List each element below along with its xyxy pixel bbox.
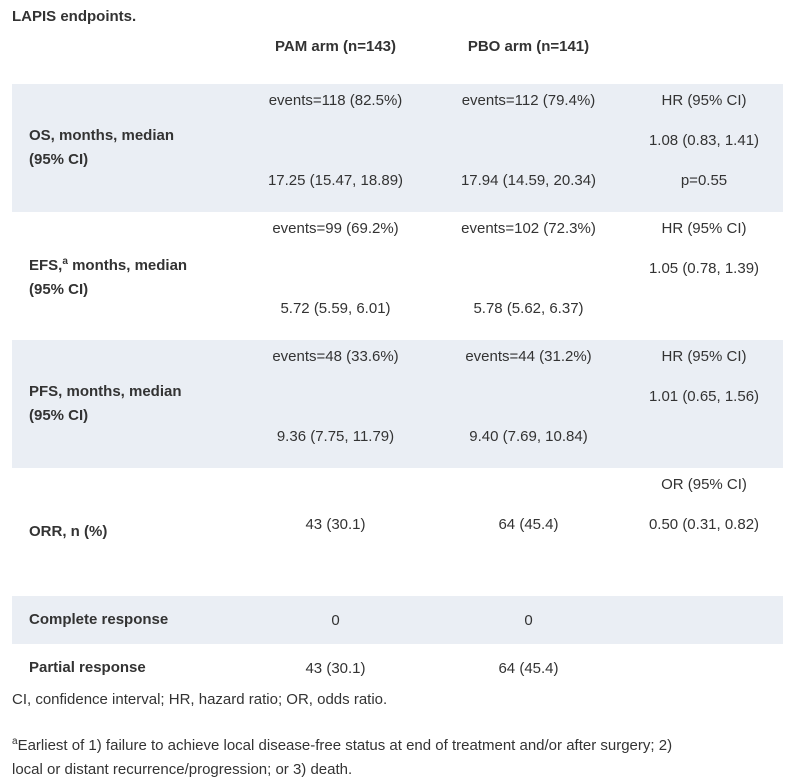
os-pbo-events: events=112 (79.4%) bbox=[461, 92, 596, 109]
table-row-orr bbox=[12, 468, 783, 596]
efs-pam-events: events=99 (69.2%) bbox=[272, 220, 399, 237]
row-label-orr: ORR, n (%) bbox=[29, 523, 108, 540]
header-pam-arm: PAM arm (n=143) bbox=[274, 38, 396, 55]
partial-stat-empty bbox=[625, 644, 783, 692]
os-pbo-cell bbox=[432, 84, 625, 212]
efs-stat-cell bbox=[625, 212, 783, 340]
pfs-label-line1: PFS, months, median bbox=[29, 383, 182, 400]
row-label-os bbox=[12, 84, 239, 212]
orr-pam-cell bbox=[239, 468, 432, 596]
pfs-pbo-median: 9.40 (7.69, 10.84) bbox=[469, 428, 588, 445]
footnote-efs-line1: Earliest of 1) failure to achieve local disease-free status at end of treatment and/or after surgery; 2) bbox=[17, 737, 673, 754]
orr-pbo: 64 (45.4) bbox=[498, 516, 559, 533]
complete-pam: 0 bbox=[239, 596, 432, 644]
table-row-os bbox=[12, 84, 783, 212]
footnote-efs-sup: a bbox=[12, 736, 18, 747]
efs-label-post: months, median bbox=[67, 257, 188, 274]
os-label-line1: OS, months, median bbox=[29, 127, 175, 144]
os-p-value: p=0.55 bbox=[680, 172, 728, 189]
row-label-partial-response: Partial response bbox=[29, 659, 146, 676]
table-row-pfs bbox=[12, 340, 783, 468]
pfs-pam-cell bbox=[239, 340, 432, 468]
pfs-stat-cell bbox=[625, 340, 783, 468]
orr-stat-cell bbox=[625, 468, 783, 596]
header-empty bbox=[12, 32, 239, 84]
pfs-stat-label: HR (95% CI) bbox=[661, 348, 747, 365]
endpoints-table bbox=[12, 32, 783, 692]
footnote-abbreviations: CI, confidence interval; HR, hazard ratio; OR, odds ratio. bbox=[12, 691, 388, 708]
row-label-pfs bbox=[12, 340, 239, 468]
header-row bbox=[12, 32, 783, 84]
pfs-pam-events: events=48 (33.6%) bbox=[272, 348, 399, 365]
efs-stat-label: HR (95% CI) bbox=[661, 220, 747, 237]
pfs-pbo-cell bbox=[432, 340, 625, 468]
efs-pam-cell bbox=[239, 212, 432, 340]
partial-pam: 43 (30.1) bbox=[305, 659, 366, 677]
os-stat-cell bbox=[625, 84, 783, 212]
efs-pbo-median: 5.78 (5.62, 6.37) bbox=[473, 300, 584, 317]
orr-pam: 43 (30.1) bbox=[305, 516, 366, 533]
pfs-label-line2: (95% CI) bbox=[29, 407, 89, 424]
efs-stat-value: 1.05 (0.78, 1.39) bbox=[648, 260, 760, 277]
efs-pam-median: 5.72 (5.59, 6.01) bbox=[280, 300, 391, 317]
footnote-efs bbox=[12, 730, 672, 780]
header-pbo-arm: PBO arm (n=141) bbox=[467, 38, 590, 55]
efs-pbo-events: events=102 (72.3%) bbox=[461, 220, 596, 237]
os-label-line2: (95% CI) bbox=[29, 151, 89, 168]
orr-stat-label: OR (95% CI) bbox=[661, 476, 747, 493]
pfs-pbo-events: events=44 (31.2%) bbox=[465, 348, 592, 365]
orr-pbo-cell bbox=[432, 468, 625, 596]
pfs-pam-median: 9.36 (7.75, 11.79) bbox=[276, 428, 395, 445]
header-stat bbox=[625, 32, 783, 84]
os-stat-value: 1.08 (0.83, 1.41) bbox=[648, 132, 760, 149]
os-stat-label: HR (95% CI) bbox=[661, 92, 747, 109]
table-row-partial-response bbox=[12, 644, 783, 692]
os-pam-median: 17.25 (15.47, 18.89) bbox=[267, 172, 404, 189]
os-pbo-median: 17.94 (14.59, 20.34) bbox=[460, 172, 597, 189]
os-pam-events: events=118 (82.5%) bbox=[268, 92, 403, 109]
complete-stat-empty bbox=[625, 596, 783, 644]
os-pam-cell bbox=[239, 84, 432, 212]
complete-pbo: 0 bbox=[432, 596, 625, 644]
row-label-efs bbox=[12, 212, 239, 340]
row-label-complete-response: Complete response bbox=[12, 596, 239, 644]
orr-stat-value: 0.50 (0.31, 0.82) bbox=[648, 516, 760, 533]
partial-pbo: 64 (45.4) bbox=[498, 659, 559, 677]
table-row-efs bbox=[12, 212, 783, 340]
efs-label-sup: a bbox=[62, 256, 68, 267]
footnote-efs-line2: local or distant recurrence/progression; or 3) death. bbox=[12, 761, 353, 778]
pfs-stat-value: 1.01 (0.65, 1.56) bbox=[648, 388, 760, 405]
efs-label-line2: (95% CI) bbox=[29, 281, 89, 298]
efs-pbo-cell bbox=[432, 212, 625, 340]
efs-label-pre: EFS, bbox=[29, 257, 63, 274]
table-row-complete-response bbox=[12, 596, 783, 644]
table-caption: LAPIS endpoints. bbox=[12, 8, 137, 25]
